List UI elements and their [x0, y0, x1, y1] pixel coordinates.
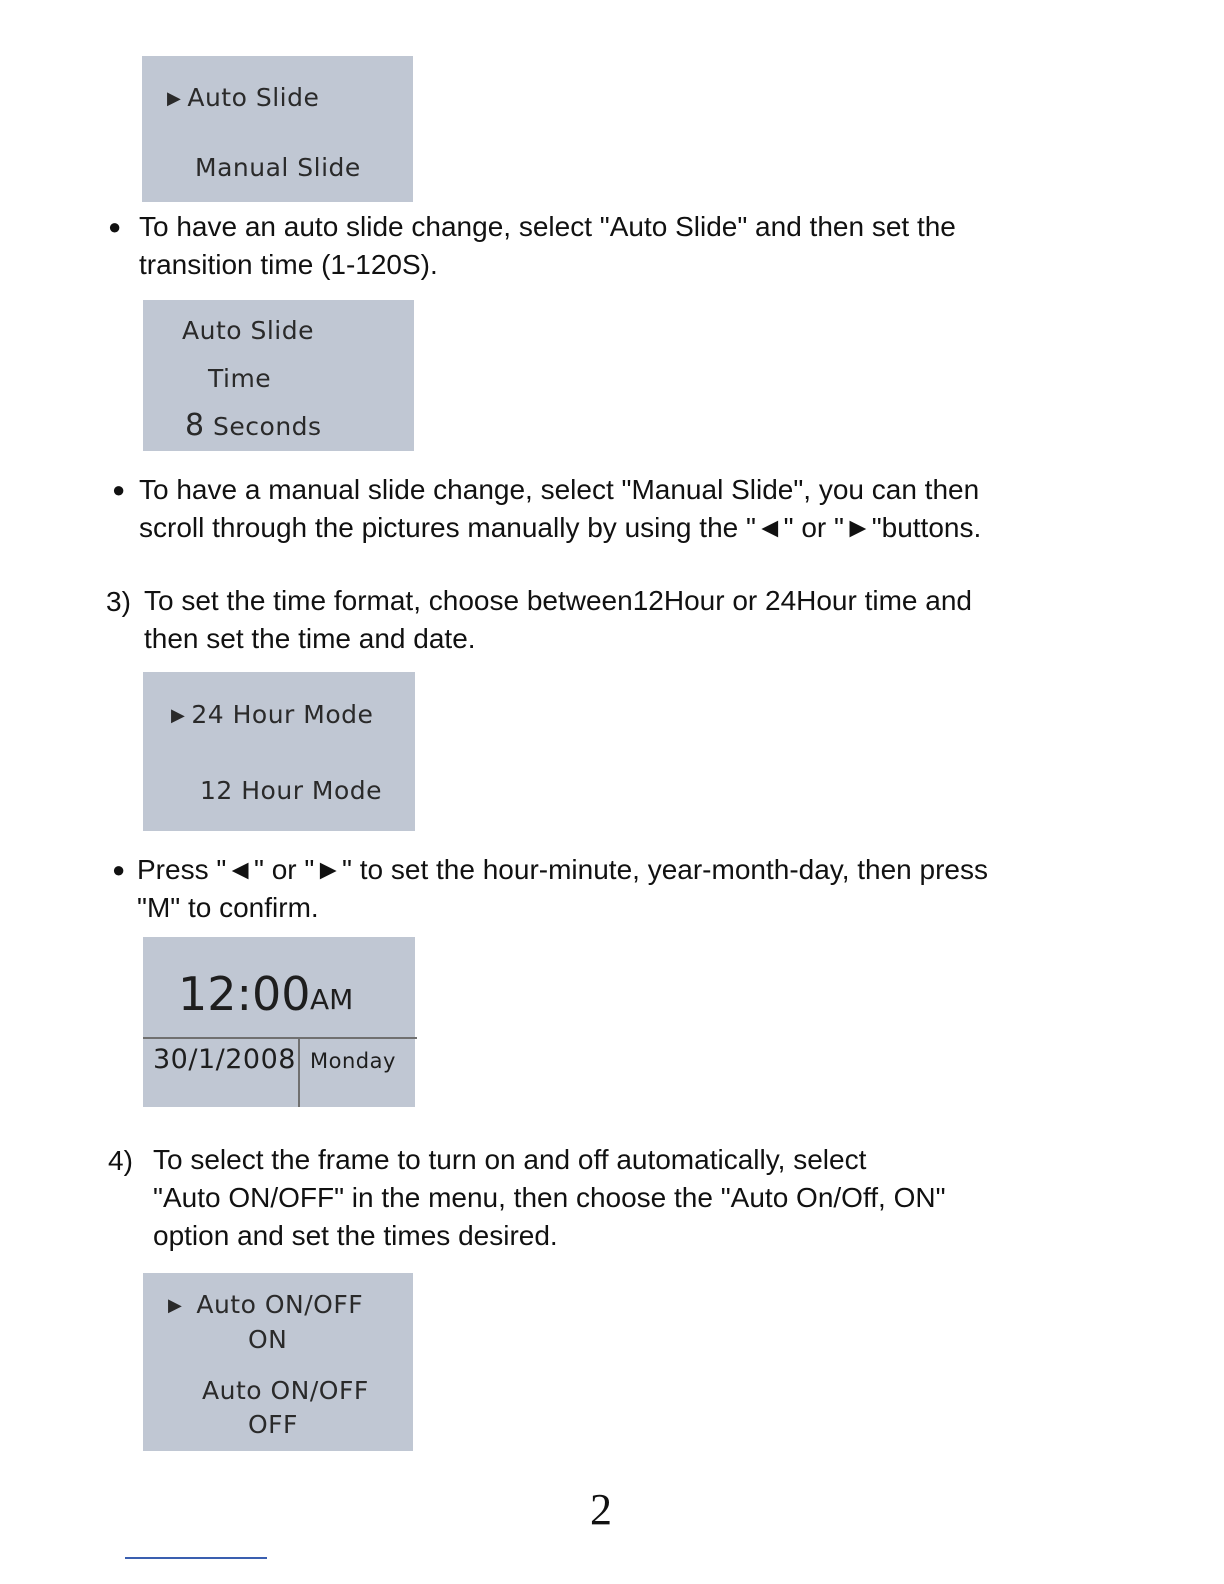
menu-item-24-hour — [171, 700, 373, 729]
menu-item-label: Auto ON/OFF — [202, 1376, 369, 1405]
slide-mode-menu-screen — [142, 56, 413, 202]
text-line: To select the frame to turn on and off automatically, select — [153, 1144, 867, 1175]
auto-slide-time-screen — [143, 300, 414, 451]
menu-item-label: 12 Hour Mode — [200, 776, 383, 805]
text-line: scroll through the pictures manually by using the "◄" or "►"buttons. — [139, 512, 982, 543]
hour-mode-menu-screen — [143, 672, 415, 831]
bullet-icon: ● — [112, 477, 126, 502]
time-value: 8 — [185, 408, 205, 443]
auto-on-off-screen — [143, 1273, 413, 1451]
clock-time: 12:00 — [178, 967, 311, 1021]
clock-weekday: Monday — [310, 1049, 396, 1073]
bullet-icon: ● — [112, 857, 126, 882]
menu-item-auto-on — [168, 1290, 363, 1319]
menu-item-auto-off — [202, 1376, 369, 1405]
text-line: Press "◄" or "►" to set the hour-minute, year-month-day, then press — [137, 854, 989, 885]
clock-divider-horizontal — [143, 1037, 417, 1039]
screen-title: Auto Slide — [182, 316, 315, 345]
bullet-press-text — [137, 851, 988, 927]
menu-item-value: OFF — [248, 1410, 298, 1439]
page-number: 2 — [590, 1485, 612, 1534]
menu-item-label: Auto ON/OFF — [196, 1290, 364, 1319]
bullet-icon: ● — [108, 214, 122, 239]
text-line: option and set the times desired. — [153, 1220, 558, 1251]
selection-arrow-icon: ▶ — [171, 705, 186, 726]
text-line: "M" to confirm. — [137, 892, 319, 923]
bullet-manual-slide-text — [139, 471, 981, 547]
menu-item-label: Auto Slide — [187, 83, 320, 112]
footer-rule — [125, 1557, 267, 1559]
clock-divider-vertical — [298, 1037, 300, 1107]
menu-item-label: Manual Slide — [195, 153, 361, 182]
time-value-row — [185, 408, 322, 443]
clock-date: 30/1/2008 — [153, 1044, 296, 1075]
selection-arrow-icon: ▶ — [168, 1295, 183, 1316]
clock-ampm: AM — [310, 983, 354, 1016]
step3-text — [144, 582, 972, 658]
text-line: "Auto ON/OFF" in the menu, then choose the "Auto On/Off, ON" — [153, 1182, 946, 1213]
menu-item-value: ON — [248, 1325, 288, 1354]
text-line: To set the time format, choose between12Hour or 24Hour time and — [144, 585, 972, 616]
menu-item-auto-slide — [167, 83, 319, 112]
step-number: 4) — [108, 1145, 133, 1176]
step-number: 3) — [106, 586, 131, 617]
text-line: transition time (1-120S). — [139, 249, 438, 280]
bullet-auto-slide-text — [139, 208, 956, 284]
time-unit: Seconds — [213, 412, 322, 441]
text-line: To have an auto slide change, select "Auto Slide" and then set the — [139, 211, 956, 242]
text-line: To have a manual slide change, select "Manual Slide", you can then — [139, 474, 980, 505]
menu-item-label: 24 Hour Mode — [191, 700, 374, 729]
text-line: then set the time and date. — [144, 623, 476, 654]
menu-item-12-hour — [200, 776, 382, 805]
selection-arrow-icon: ▶ — [167, 88, 182, 109]
time-label: Time — [208, 364, 272, 393]
step4-text — [153, 1141, 946, 1255]
clock-screen — [143, 937, 415, 1107]
menu-item-manual-slide — [195, 153, 361, 182]
